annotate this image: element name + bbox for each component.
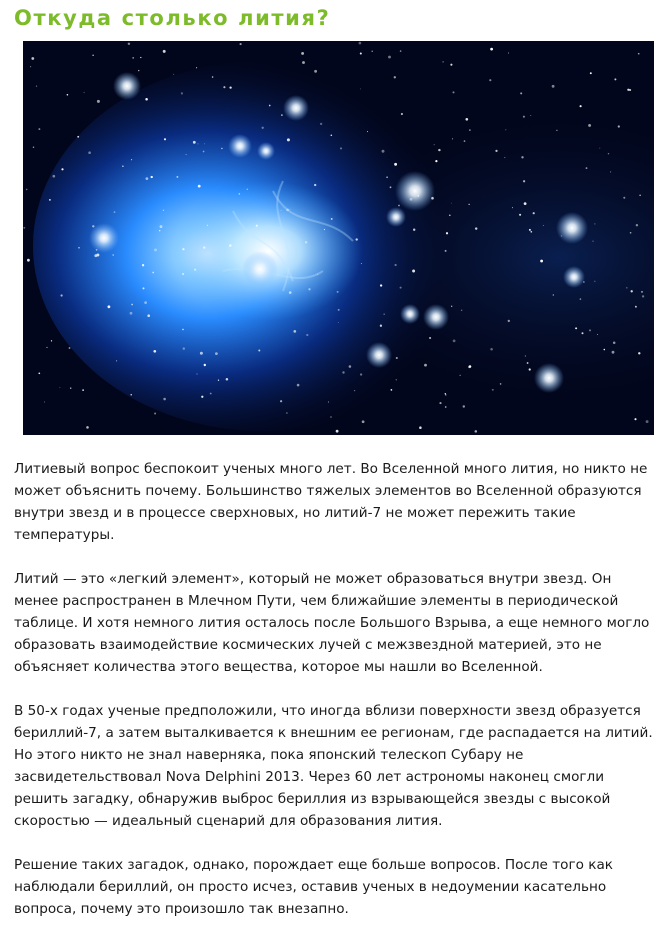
star-dot — [508, 320, 510, 322]
star-dot — [451, 203, 452, 204]
star-dot — [215, 352, 218, 355]
star-dot — [523, 116, 525, 118]
star-dot — [391, 389, 393, 391]
star-dot — [582, 332, 584, 334]
star-dot — [384, 314, 385, 315]
star-dot — [434, 144, 435, 145]
star-dot — [505, 129, 506, 130]
star-dot — [361, 263, 362, 264]
star-dot — [173, 74, 174, 75]
star-dot — [367, 131, 368, 132]
star-dot — [210, 393, 212, 395]
star-dot — [145, 98, 148, 101]
star-dot — [599, 148, 600, 149]
star-dot — [610, 171, 611, 172]
star-dot — [26, 189, 28, 191]
star-dot — [330, 416, 331, 417]
star-dot — [360, 52, 362, 54]
star-dot — [204, 143, 205, 144]
star-dot — [221, 148, 222, 149]
star-dot — [396, 357, 398, 359]
star-dot — [453, 340, 456, 343]
star-dot — [239, 193, 241, 195]
star-dot — [604, 349, 606, 351]
star-dot — [159, 230, 160, 231]
star-dot — [108, 305, 111, 308]
star-dot — [394, 264, 396, 266]
star-dot — [646, 420, 649, 423]
star-dot — [362, 420, 365, 423]
star-dot — [153, 350, 156, 353]
star-dot — [336, 430, 339, 433]
star-dot — [623, 197, 625, 199]
star-dot — [553, 294, 554, 295]
star-dot — [641, 291, 643, 293]
star-dot — [160, 225, 163, 228]
star-dot — [203, 151, 205, 153]
star-dot — [445, 250, 447, 252]
star-dot — [575, 327, 577, 329]
star-dot — [588, 124, 591, 127]
star-dot — [186, 154, 187, 155]
star-dot — [163, 210, 164, 211]
star-dot — [247, 189, 248, 190]
star-dot — [469, 129, 470, 130]
star-dot — [196, 373, 197, 374]
star-dot — [465, 118, 468, 121]
star-dot — [543, 225, 544, 226]
star-dot — [70, 387, 71, 388]
star-dot — [130, 394, 131, 395]
star-dot — [386, 176, 388, 178]
paragraph: Решение таких загадок, однако, порождает еще больше вопросов. После того как наблюдали бериллий, он просто исчез, оставив ученых в недоумении касательно вопроса, почему это произошло так внезапно. — [14, 857, 613, 917]
star-dot — [144, 301, 147, 304]
star-dot — [556, 130, 557, 131]
star-dot — [412, 270, 415, 273]
star-dot — [525, 355, 526, 356]
star-dot — [380, 325, 382, 327]
star-dot — [218, 380, 219, 381]
star-dot — [31, 57, 34, 60]
star-dot — [163, 50, 166, 53]
star-dot — [612, 351, 615, 354]
star-dot — [328, 402, 329, 403]
star-dot — [475, 430, 478, 433]
star-dot — [520, 92, 522, 94]
star-dot — [331, 218, 333, 220]
star-dot — [82, 389, 84, 391]
star-dot — [51, 340, 52, 341]
star-dot — [314, 70, 317, 73]
star-dot — [281, 210, 282, 211]
star-dot — [229, 244, 232, 247]
star-dot — [256, 225, 258, 227]
paragraph: Литий — это «легкий элемент», который не может образоваться внутри звезд. Он менее распространен в Млечном Пути, чем ближайшие элементы в периодической таблице. И хотя немного лития осталось после Большого Взрыва, а еще немного могло образовать взаимодействие космических лучей с межзвездной материей, это не объясняет количества этого вещества, которое мы нашли во Вселенной. — [14, 571, 650, 675]
star-dot — [182, 248, 184, 250]
star-dot — [490, 48, 493, 51]
star-dot — [349, 365, 352, 368]
star-dot — [293, 330, 296, 333]
star-dot — [340, 147, 342, 149]
star-dot — [382, 150, 385, 153]
star-dot — [589, 329, 591, 331]
star-dot — [154, 412, 156, 414]
star-dot — [419, 426, 422, 429]
star-dot — [164, 138, 166, 140]
star-dot — [112, 254, 114, 256]
star-dot — [305, 241, 307, 243]
star-dot — [360, 373, 362, 375]
star-dot — [176, 176, 178, 178]
star-dot — [398, 205, 400, 207]
star-dot — [594, 281, 595, 282]
star-dot — [86, 426, 89, 429]
star-dot — [142, 264, 144, 266]
star-dot — [181, 92, 183, 94]
star-dot — [445, 406, 447, 408]
star-dot — [449, 215, 451, 217]
star-dot — [527, 362, 529, 364]
star-dot — [608, 153, 609, 154]
star-dot — [131, 304, 133, 306]
star-dot — [500, 383, 502, 385]
star-dot — [388, 56, 391, 59]
star-dot — [442, 61, 443, 62]
nebula-image — [23, 41, 654, 435]
star-dot — [94, 254, 97, 257]
star-dot — [445, 393, 446, 394]
star-dot — [424, 364, 427, 367]
star-dot — [452, 138, 453, 139]
star-dot — [287, 138, 290, 141]
star-dot — [394, 76, 396, 78]
star-dot — [324, 229, 325, 230]
star-dot — [638, 53, 640, 55]
star-dot — [360, 88, 361, 89]
star-dot — [400, 287, 402, 289]
star-dot — [512, 207, 513, 208]
star-dot — [639, 195, 640, 196]
star-dot — [438, 149, 440, 151]
star-dot — [301, 52, 304, 55]
star-dot — [354, 390, 355, 391]
star-dot — [67, 94, 69, 96]
star-dot — [154, 248, 157, 251]
star-dot — [207, 225, 208, 226]
star-dot — [52, 175, 55, 178]
star-dot — [613, 341, 616, 344]
star-dot — [60, 294, 62, 296]
star-dot — [380, 284, 382, 286]
star-dot — [49, 199, 51, 201]
star-dot — [337, 291, 339, 293]
star-dot — [521, 156, 523, 158]
star-dot — [634, 418, 636, 420]
star-dot — [359, 42, 362, 45]
star-dot — [400, 50, 402, 52]
star-dot — [38, 372, 40, 374]
star-dot — [30, 66, 31, 67]
star-dot — [44, 402, 45, 403]
star-dot — [204, 364, 206, 366]
star-dot — [130, 312, 133, 315]
star-dot — [281, 114, 283, 116]
star-dot — [529, 229, 531, 231]
star-dot — [394, 163, 397, 166]
star-dot — [627, 89, 629, 91]
star-dot — [490, 348, 493, 351]
star-dot — [597, 334, 598, 335]
star-dot — [533, 212, 535, 214]
star-dot — [97, 100, 100, 103]
star-dot — [371, 51, 373, 53]
star-dot — [592, 241, 593, 242]
star-dot — [445, 394, 446, 395]
star-dot — [163, 398, 166, 401]
star-dot — [342, 371, 344, 373]
star-dot — [452, 91, 454, 93]
star-dot — [401, 113, 403, 115]
star-dot — [594, 223, 595, 224]
star-dot — [590, 72, 592, 74]
star-dot — [580, 105, 582, 107]
star-dot — [114, 211, 116, 213]
star-dot — [317, 274, 318, 275]
star-dot — [286, 412, 288, 414]
star-dot — [182, 273, 184, 275]
star-dot — [614, 78, 616, 80]
star-dot — [23, 227, 25, 229]
star-dot — [240, 43, 242, 45]
star-dot — [69, 347, 71, 349]
star-dot — [636, 224, 638, 226]
star-dot — [198, 185, 201, 188]
article-title: Откуда столько лития? — [14, 6, 331, 30]
star-dot — [212, 76, 214, 78]
star-dot — [151, 176, 153, 178]
star-dot — [302, 61, 305, 64]
paragraph: В 50-х годах ученые предположили, что иногда вблизи поверхности звезд образуется бериллий-7, а затем выталкивается к внешним ее регионам, где распадается на литий. Но этого никто не знал наверняка, пока японский телескоп Субару не засвидетельствовал Nova Delphini 2013. Через 60 лет астрономы наконец смогли решить загадку, обнаружив выброс бериллия из взрывающейся звезды с высокой скоростью — идеальный сценарий для образования лития. — [14, 703, 653, 829]
star-dot — [523, 180, 525, 182]
star-dot — [524, 202, 527, 205]
star-dot — [631, 290, 633, 292]
star-dot — [128, 43, 130, 45]
article-body — [14, 458, 659, 942]
star-dot — [92, 55, 93, 56]
star-dot — [269, 105, 271, 107]
star-dot — [226, 378, 229, 381]
star-dot — [508, 52, 509, 53]
star-dot — [540, 260, 543, 263]
star-dot — [280, 400, 282, 402]
star-dot — [306, 334, 308, 336]
star-dot — [78, 247, 80, 249]
star-dot — [338, 309, 340, 311]
star-dot — [38, 128, 40, 130]
star-dot — [489, 79, 491, 81]
star-dot — [36, 86, 37, 87]
star-dot — [146, 177, 149, 180]
star-dot — [61, 168, 63, 170]
star-dot — [464, 140, 466, 142]
star-dot — [200, 352, 203, 355]
star-dot — [618, 125, 620, 127]
star-dot — [504, 157, 505, 158]
star-dot — [435, 160, 437, 162]
star-dot — [131, 159, 132, 160]
star-dot — [77, 136, 79, 138]
star-dot — [116, 360, 117, 361]
star-dot — [390, 186, 392, 188]
star-dot — [626, 287, 627, 288]
star-dot — [27, 259, 30, 262]
star-dot — [451, 306, 452, 307]
star-dot — [132, 57, 134, 59]
star-dot — [396, 379, 397, 380]
star-dot — [429, 337, 431, 339]
star-dot — [286, 209, 289, 212]
star-dot — [59, 387, 60, 388]
star-dot — [439, 402, 441, 404]
star-dot — [223, 86, 225, 88]
star-dot — [519, 214, 521, 216]
star-dot — [33, 146, 34, 147]
star-dot — [638, 352, 640, 354]
star-dot — [88, 151, 91, 154]
star-dot — [143, 287, 145, 289]
star-dot — [552, 85, 555, 88]
star-dot — [193, 141, 196, 144]
star-dot — [530, 115, 531, 116]
paragraph: Литиевый вопрос беспокоит ученых много лет. Во Вселенной много лития, но никто не может объяснить почему. Большинство тяжелых элементов во Вселенной образуются внутри звезд и в процессе сверхновых, но литий-7 не может пережить такие температуры. — [14, 461, 648, 543]
star-dot — [495, 150, 497, 152]
star-dot — [320, 123, 322, 125]
star-dot — [201, 396, 203, 398]
star-dot — [630, 232, 632, 234]
star-dot — [229, 86, 231, 88]
star-dot — [635, 306, 637, 308]
star-dot — [46, 347, 47, 348]
star-dot — [461, 310, 462, 311]
star-dot — [529, 368, 531, 370]
star-dot — [182, 329, 183, 330]
star-dot — [469, 204, 470, 205]
star-dot — [308, 288, 310, 290]
star-dot — [140, 57, 141, 58]
star-dot — [530, 231, 532, 233]
star-dot — [122, 165, 124, 167]
star-dot — [297, 384, 300, 387]
star-dot — [492, 389, 494, 391]
star-dot — [152, 272, 154, 274]
star-dot — [183, 347, 185, 349]
star-dot — [289, 209, 290, 210]
star-dot — [463, 405, 465, 407]
star-dot — [198, 143, 199, 144]
star-dot — [469, 365, 472, 368]
star-dot — [84, 92, 85, 93]
star-dot — [194, 269, 196, 271]
star-dot — [147, 314, 150, 317]
star-dot — [138, 70, 139, 71]
star-dot — [586, 167, 588, 169]
star-dot — [642, 295, 644, 297]
star-dot — [262, 127, 264, 129]
star-dot — [196, 67, 197, 68]
star-dot — [460, 375, 461, 376]
star-dot — [289, 291, 292, 294]
star-dot — [314, 184, 316, 186]
star-dot — [203, 246, 205, 248]
star-dot — [356, 238, 358, 240]
star-dot — [338, 322, 339, 323]
star-dot — [331, 135, 333, 137]
star-dot — [475, 227, 477, 229]
star-dot — [580, 298, 582, 300]
star-dot — [413, 229, 415, 231]
star-dot — [446, 232, 448, 234]
star-dot — [450, 64, 452, 66]
star-dot — [258, 349, 260, 351]
